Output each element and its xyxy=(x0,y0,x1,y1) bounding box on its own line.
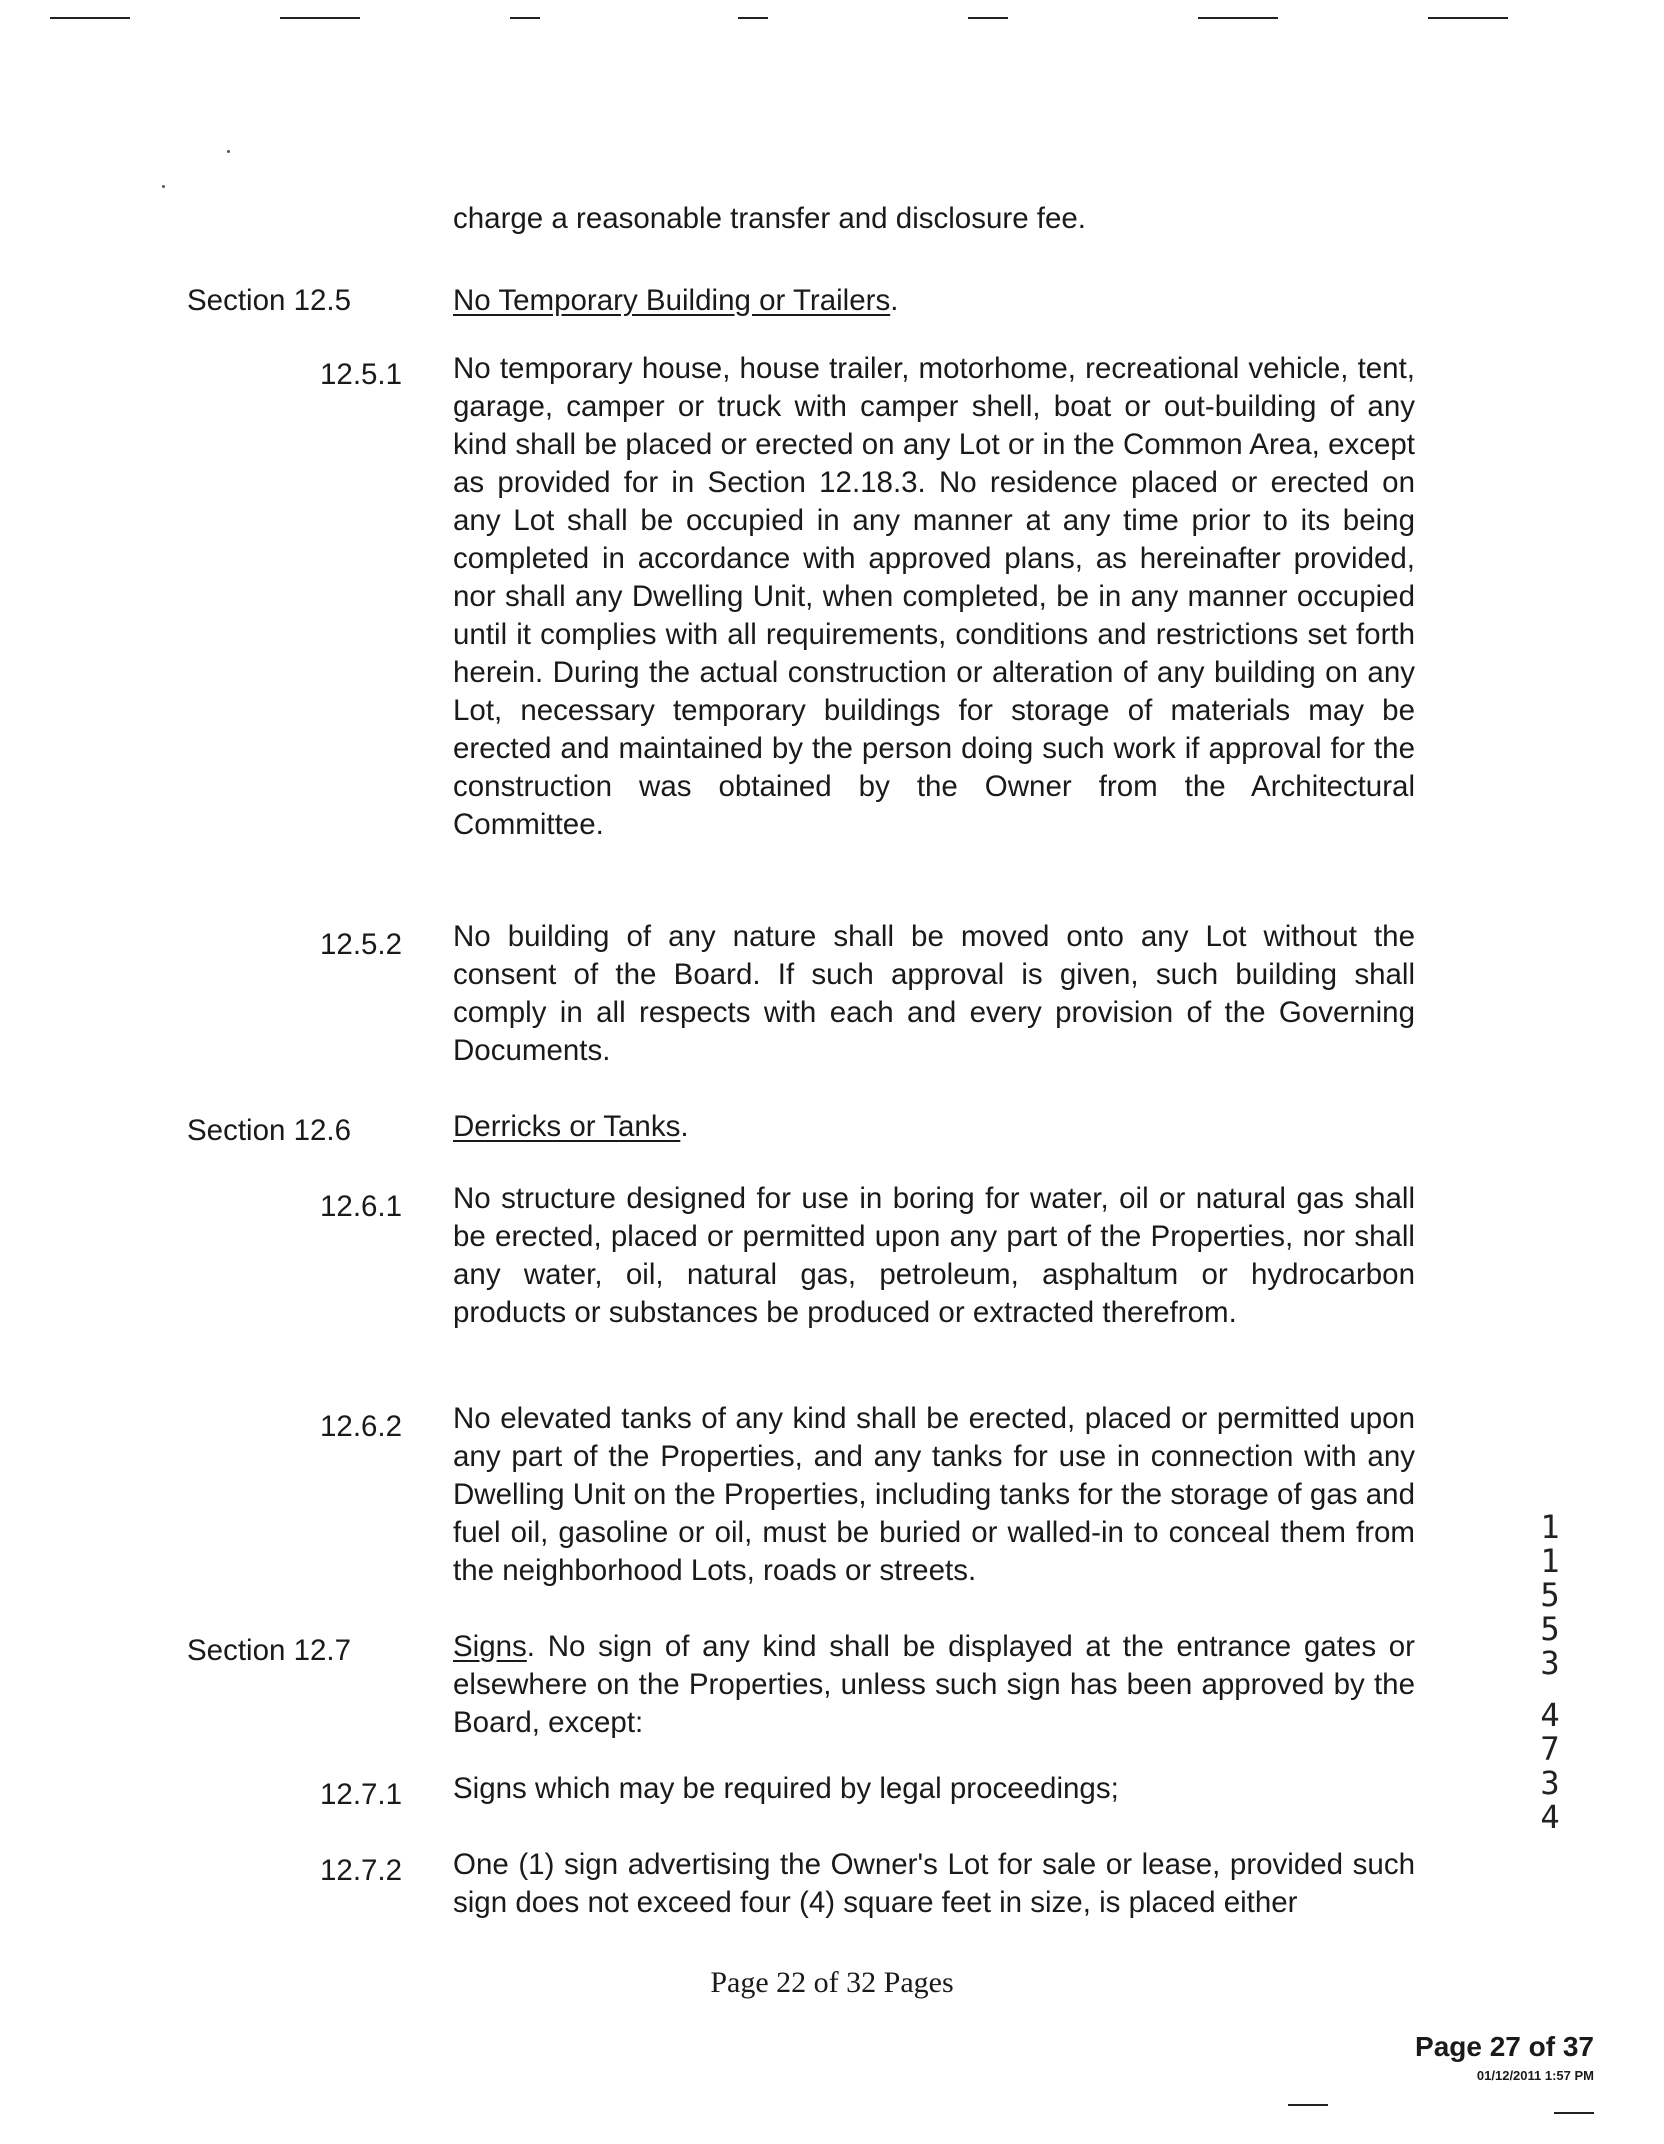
section-title: No Temporary Building or Trailers. xyxy=(453,284,899,317)
recording-digit: 5 xyxy=(1540,1576,1560,1614)
section-label: Section 12.6 xyxy=(187,1114,352,1147)
subsection-text: One (1) sign advertising the Owner's Lot for sale or lease, provided such sign does not exceed four (4) square feet in size, is placed either xyxy=(453,1848,1415,1919)
subsection-number: 12.7.2 xyxy=(320,1854,403,1887)
recording-digit: 1 xyxy=(1540,1542,1560,1580)
recording-digit: 3 xyxy=(1540,1644,1560,1682)
recording-digit: 4 xyxy=(1540,1798,1560,1836)
stamp-page: Page 27 of 37 xyxy=(1415,2031,1594,2062)
subsection-text: No elevated tanks of any kind shall be erected, placed or permitted upon any part of the Properties, and any tanks for use in connection with any Dwelling Unit on the Properties, including tanks for the storage of gas and fuel oil, gasoline or oil, must be buried or walled-in to conceal them from the neighborhood Lots, roads or streets. xyxy=(453,1402,1415,1587)
recording-digit: 4 xyxy=(1540,1696,1560,1734)
recording-number xyxy=(1530,1510,1570,1834)
subsection-number: 12.7.1 xyxy=(320,1778,403,1811)
recording-digit: 5 xyxy=(1540,1610,1560,1648)
header-dash xyxy=(280,17,360,19)
section-title: Derricks or Tanks. xyxy=(453,1110,689,1143)
recording-digit: 3 xyxy=(1540,1764,1560,1802)
section-label: Section 12.5 xyxy=(187,284,352,317)
section-title-text: Signs xyxy=(453,1630,527,1663)
scan-speck xyxy=(227,150,230,153)
subsection-number: 12.6.1 xyxy=(320,1190,403,1223)
header-dash xyxy=(968,17,1008,19)
footer-dash xyxy=(1288,2104,1328,2106)
scan-speck xyxy=(162,185,165,188)
fax-stamp xyxy=(1415,2030,1594,2083)
subsection-number: 12.5.1 xyxy=(320,358,403,391)
subsection-text: No structure designed for use in boring for water, oil or natural gas shall be erected, placed or permitted upon any part of the Properties, nor shall any water, oil, natural gas, petroleum, asphaltum or hydrocarbon products or substances be produced or extracted therefrom. xyxy=(453,1182,1415,1329)
section-label: Section 12.7 xyxy=(187,1634,352,1667)
section-intro: Signs. No sign of any kind shall be displayed at the entrance gates or elsewhere on the Properties, unless such sign has been approved by the Board, except: xyxy=(453,1630,1415,1739)
header-dash xyxy=(1428,17,1508,19)
section-title-text: No Temporary Building or Trailers xyxy=(453,284,891,317)
recording-digit: 1 xyxy=(1540,1508,1560,1546)
continuation-text: charge a reasonable transfer and disclosure fee. xyxy=(453,202,1086,235)
section-title-text: Derricks or Tanks xyxy=(453,1110,681,1143)
stamp-rule xyxy=(1554,2112,1594,2114)
subsection-text: Signs which may be required by legal proceedings; xyxy=(453,1772,1119,1805)
section-intro-text: No sign of any kind shall be displayed at the entrance gates or elsewhere on the Properties, unless such sign has been approved by the Board, except: xyxy=(453,1630,1415,1739)
header-dash xyxy=(1198,17,1278,19)
page-number-footer: Page 22 of 32 Pages xyxy=(710,1966,954,1999)
subsection-number: 12.6.2 xyxy=(320,1410,403,1443)
header-dash xyxy=(50,17,130,19)
subsection-number: 12.5.2 xyxy=(320,928,403,961)
header-dash xyxy=(510,17,540,19)
recording-digit: 7 xyxy=(1540,1730,1560,1768)
subsection-text: No temporary house, house trailer, motorhome, recreational vehicle, tent, garage, camper or truck with camper shell, boat or out-building of any kind shall be placed or erected on any Lot or in the Common Area, except as provided for in Section 12.18.3. No residence placed or erected on any Lot shall be occupied in any manner at any time prior to its being completed in accordance with approved plans, as hereinafter provided, nor shall any Dwelling Unit, when completed, be in any manner occupied until it complies with all requirements, conditions and restrictions set forth herein. During the actual construction or alteration of any building on any Lot, necessary temporary buildings for storage of materials may be erected and maintained by the person doing such work if approval for the construction was obtained by the Owner from the Architectural Committee. xyxy=(453,352,1415,841)
subsection-text: No building of any nature shall be moved onto any Lot without the consent of the Board. If such approval is given, such building shall comply in all respects with each and every provision of the Governing Documents. xyxy=(453,920,1415,1067)
stamp-datetime: 01/12/2011 1:57 PM xyxy=(1476,2068,1594,2083)
header-dash xyxy=(738,17,768,19)
